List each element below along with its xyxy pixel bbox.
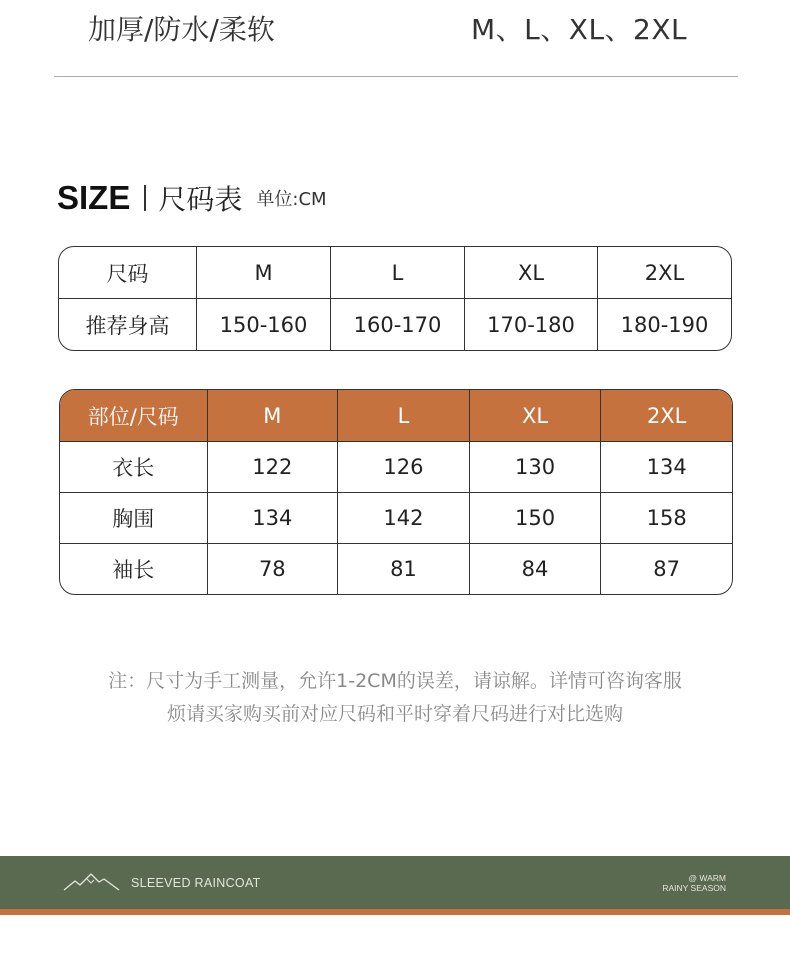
- table-row: [60, 442, 732, 493]
- table-cell: 142: [338, 493, 470, 544]
- divider: [54, 76, 738, 77]
- table-cell: 158: [601, 493, 732, 544]
- height-table-header: [59, 247, 731, 299]
- table-cell: 衣长: [60, 442, 208, 493]
- season-tag-line-2: RAINY SEASON: [662, 883, 726, 893]
- table-cell: 150: [470, 493, 602, 544]
- table-cell: 87: [653, 557, 681, 581]
- mountain-icon: [63, 872, 121, 892]
- footer-stripe: [0, 909, 790, 915]
- table-cell: 134: [601, 442, 732, 493]
- table-cell: 2XL: [598, 247, 731, 299]
- table-cell: 130: [470, 442, 602, 493]
- note-line-1: 注：尺寸为手工测量，允许1-2CM的误差，请谅解。详情可咨询客服: [108, 670, 682, 692]
- size-heading-en: SIZE: [57, 179, 131, 216]
- size-unit: 单位:CM: [256, 189, 327, 210]
- table-cell: 134: [208, 493, 339, 544]
- table-row: [60, 544, 732, 594]
- table-cell: 78: [208, 544, 339, 594]
- table-cell: 推荐身高: [59, 299, 197, 350]
- season-tag-line-1: @ WARM: [688, 873, 726, 883]
- table-cell: 尺码: [59, 247, 197, 299]
- size-heading-cn: 尺码表: [158, 183, 243, 216]
- size-chart-heading: [57, 178, 327, 218]
- table-row: [59, 299, 731, 350]
- table-cell: 180-190: [620, 312, 709, 337]
- table-header-cell: 部位/尺码: [60, 390, 208, 442]
- note-line-2: 烦请买家购买前对应尺码和平时穿着尺码进行对比选购: [166, 703, 623, 725]
- table-cell: 160-170: [331, 299, 465, 350]
- table-cell: 袖长: [60, 544, 208, 594]
- table-cell: L: [331, 247, 465, 299]
- brand-name: SLEEVED RAINCOAT: [131, 876, 261, 890]
- heading-separator: [144, 185, 146, 211]
- table-header-cell: XL: [470, 390, 602, 442]
- measurement-table-header: [60, 390, 732, 442]
- height-table: [58, 246, 732, 351]
- table-header-cell: 2XL: [601, 390, 732, 442]
- table-header-cell: M: [208, 390, 339, 442]
- sizes-text: M、L、XL、2XL: [471, 13, 688, 46]
- table-cell: XL: [465, 247, 598, 299]
- table-row: [60, 493, 732, 544]
- table-cell: 81: [338, 544, 470, 594]
- table-cell: 170-180: [465, 299, 598, 350]
- table-cell: 122: [208, 442, 339, 493]
- table-cell: 150-160: [197, 299, 331, 350]
- table-cell: 84: [470, 544, 602, 594]
- measurement-table: [59, 389, 733, 595]
- feature-row: [0, 8, 790, 48]
- season-tag: [662, 873, 726, 893]
- materials-text: 加厚/防水/柔软: [88, 13, 275, 46]
- table-cell: M: [197, 247, 331, 299]
- table-header-cell: L: [338, 390, 470, 442]
- table-cell: 126: [338, 442, 470, 493]
- table-cell: 胸围: [60, 493, 208, 544]
